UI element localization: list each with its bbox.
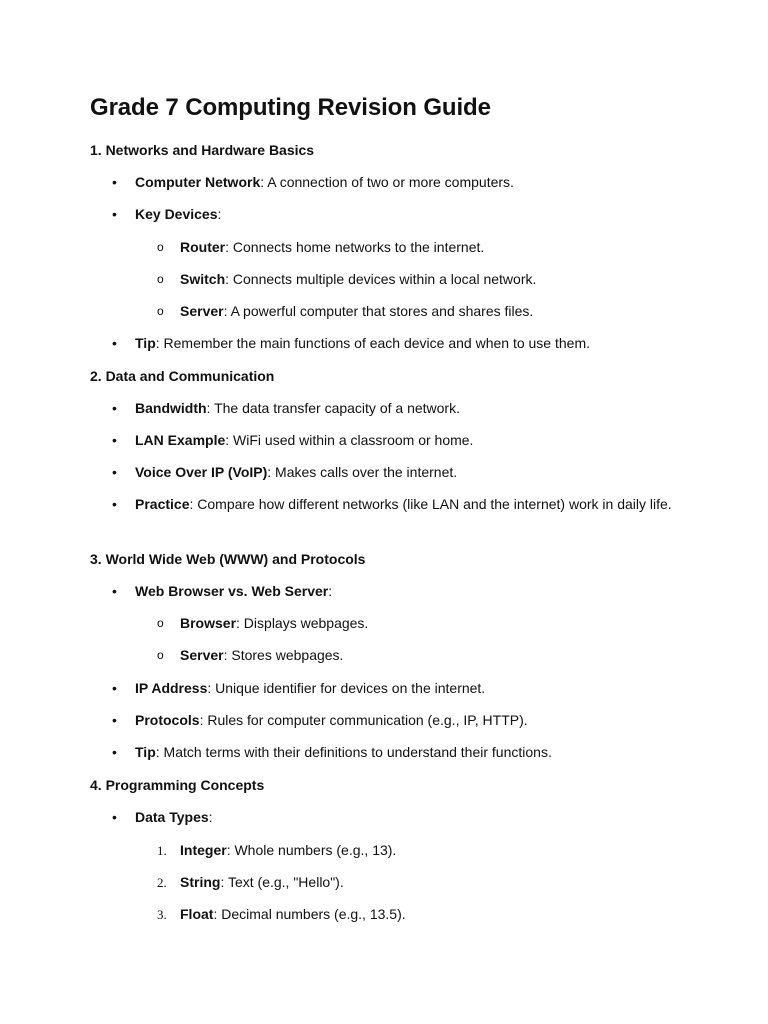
bullet-icon: •	[112, 335, 117, 351]
bullet-icon: •	[112, 496, 117, 512]
term: String	[180, 874, 221, 890]
definition: :	[328, 583, 333, 599]
bullet-icon: •	[112, 464, 117, 480]
section-heading-www-protocols: 3. World Wide Web (WWW) and Protocols	[90, 551, 366, 567]
definition: : A connection of two or more computers.	[260, 174, 514, 190]
definition: : Displays webpages.	[236, 615, 369, 631]
bullet-icon: •	[112, 400, 117, 416]
term: Web Browser vs. Web Server	[135, 583, 329, 599]
list-item-voip	[90, 462, 457, 483]
term: Protocols	[135, 712, 200, 728]
list-item-computer-network	[90, 172, 514, 193]
definition: :	[217, 206, 222, 222]
sub-bullet-icon: o	[157, 240, 164, 254]
definition: : Unique identifier for devices on the internet.	[207, 680, 486, 696]
bullet-icon: •	[112, 680, 117, 696]
list-item-bandwidth	[90, 398, 460, 419]
definition: : Connects home networks to the internet.	[225, 239, 485, 255]
term: Key Devices	[135, 206, 218, 222]
bullet-icon: •	[112, 583, 117, 599]
section-heading-programming: 4. Programming Concepts	[90, 777, 265, 793]
list-item-router	[90, 237, 484, 258]
definition: : Match terms with their definitions to understand their functions.	[155, 744, 552, 760]
definition: : Connects multiple devices within a local network.	[225, 271, 537, 287]
term: Data Types	[135, 809, 209, 825]
bullet-icon: •	[112, 432, 117, 448]
section-heading-data-communication: 2. Data and Communication	[90, 368, 275, 384]
list-item-protocols	[90, 710, 528, 731]
term: Browser	[180, 615, 237, 631]
term: Tip	[135, 335, 156, 351]
definition: : Whole numbers (e.g., 13).	[226, 842, 397, 858]
list-item-integer	[90, 840, 396, 861]
definition: : Compare how different networks (like LAN and the internet) work in daily life.	[189, 496, 672, 512]
list-item-practice	[90, 494, 725, 515]
list-item-lan-example	[90, 430, 473, 451]
term: Integer	[180, 842, 227, 858]
term: LAN Example	[135, 432, 226, 448]
term: Router	[180, 239, 226, 255]
definition: : The data transfer capacity of a network.	[206, 400, 460, 416]
term: Computer Network	[135, 174, 261, 190]
list-item-string	[90, 872, 344, 893]
sub-bullet-icon: o	[157, 648, 164, 662]
definition: : Text (e.g., "Hello").	[220, 874, 344, 890]
bullet-icon: •	[112, 809, 117, 825]
list-number: 2.	[157, 875, 167, 890]
term: Float	[180, 906, 214, 922]
term: Switch	[180, 271, 226, 287]
list-item-tip	[90, 333, 590, 354]
list-number: 1.	[157, 843, 167, 858]
list-number: 3.	[157, 907, 167, 922]
definition: : WiFi used within a classroom or home.	[225, 432, 474, 448]
section-heading-networks: 1. Networks and Hardware Basics	[90, 142, 315, 158]
definition: : Remember the main functions of each device and when to use them.	[155, 335, 590, 351]
bullet-icon: •	[112, 206, 117, 222]
sub-bullet-icon: o	[157, 616, 164, 630]
term: Server	[180, 303, 224, 319]
list-item-web-server	[90, 645, 343, 666]
definition: :	[208, 809, 213, 825]
definition: : Stores webpages.	[223, 647, 344, 663]
term: Server	[180, 647, 224, 663]
term: IP Address	[135, 680, 208, 696]
document-page	[90, 92, 690, 922]
definition: : Makes calls over the internet.	[267, 464, 458, 480]
list-item-float	[90, 904, 406, 925]
term: Voice Over IP (VoIP)	[135, 464, 268, 480]
list-item-switch	[90, 269, 536, 290]
list-item-server	[90, 301, 533, 322]
term: Tip	[135, 744, 156, 760]
term: Bandwidth	[135, 400, 207, 416]
term: Practice	[135, 496, 190, 512]
list-item-data-types	[90, 807, 213, 828]
definition: : Decimal numbers (e.g., 13.5).	[213, 906, 406, 922]
list-item-ip-address	[90, 678, 485, 699]
bullet-icon: •	[112, 712, 117, 728]
document-title: Grade 7 Computing Revision Guide	[90, 94, 491, 121]
list-item-browser	[90, 613, 368, 634]
list-item-tip	[90, 742, 552, 763]
definition: : Rules for computer communication (e.g., IP, HTTP).	[199, 712, 528, 728]
bullet-icon: •	[112, 744, 117, 760]
list-item-key-devices	[90, 204, 221, 225]
sub-bullet-icon: o	[157, 304, 164, 318]
sub-bullet-icon: o	[157, 272, 164, 286]
bullet-icon: •	[112, 174, 117, 190]
definition: : A powerful computer that stores and shares files.	[223, 303, 534, 319]
list-item-browser-vs-server	[90, 581, 332, 602]
